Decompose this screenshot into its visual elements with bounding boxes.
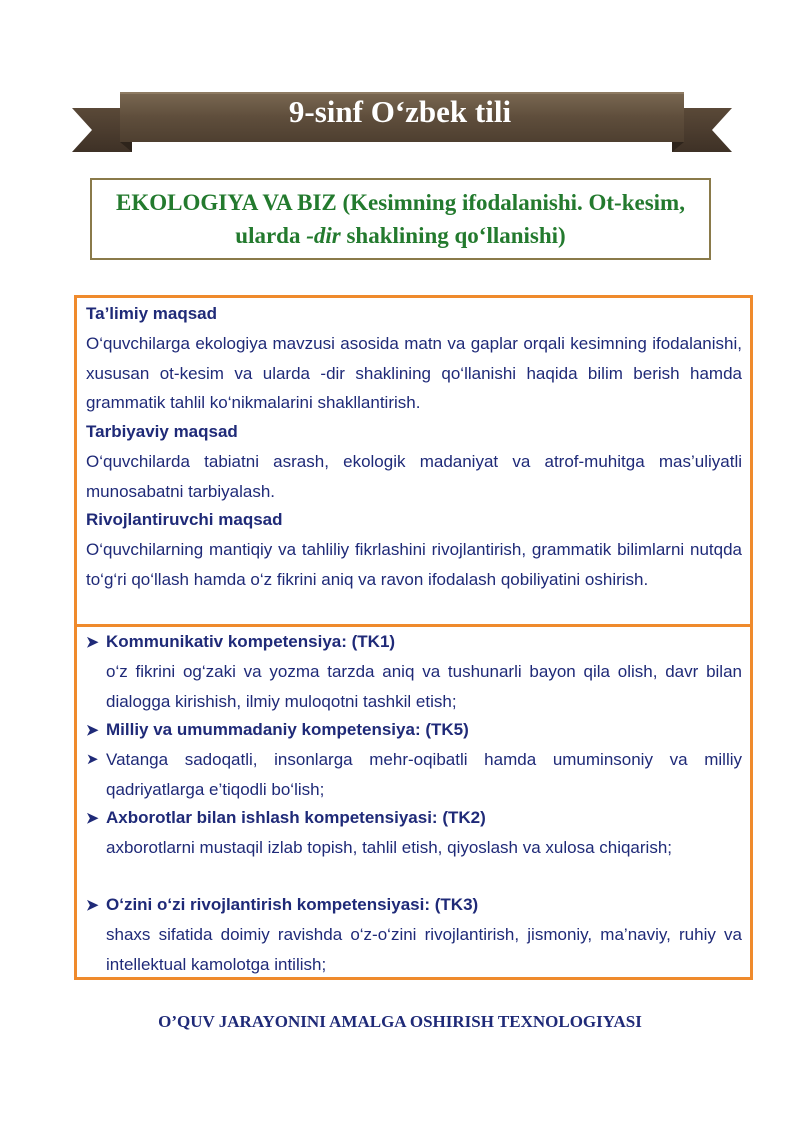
arrow-bullet-icon: ➤: [86, 634, 99, 651]
competence-text: Vatanga sadoqatli, insonlarga mehr-oqibatli hamda umuminsoniy va milliy qadriyatlarga e’tiqodli bo‘lish;: [106, 750, 742, 799]
arrow-bullet-icon: ➤: [86, 810, 99, 827]
topic-box: [90, 178, 711, 260]
arrow-bullet-icon: ➤: [86, 897, 99, 914]
competence-item: [86, 715, 742, 804]
competence-title: Kommunikativ kompetensiya: (TK1): [106, 632, 396, 651]
competence-item: [86, 627, 742, 716]
page-title: 9-sinf O‘zbek tili: [288, 94, 512, 129]
goal-upbringing: [86, 420, 742, 506]
competence-item: [86, 890, 742, 979]
arrow-bullet-icon: ➤: [86, 751, 99, 768]
goal-text: O‘quvchilarga ekologiya mavzusi asosida matn va gaplar orqali kesimning ifodalanishi, xususan ot-kesim va ularda -dir shaklining qo‘llanishi haqida bilim berish hamda grammatik tahlil ko‘nikmalarini shakllantirish.: [86, 334, 742, 412]
competence-title: O‘zini o‘zi rivojlantirish kompetensiyasi: (TK3): [106, 895, 479, 914]
competence-text: o‘z fikrini og‘zaki va yozma tarzda aniq va tushunarli bayon qila olish, davr bilan dialogga kirishish, ilmiy muloqotni tashkil etish;: [106, 662, 742, 711]
goal-educational: [86, 302, 742, 418]
goal-title: Ta’limiy maqsad: [86, 304, 218, 323]
topic-title-suffix: shaklining qo‘llanishi): [340, 223, 566, 248]
goal-title: Tarbiyaviy maqsad: [86, 422, 238, 441]
competence-text: shaxs sifatida doimiy ravishda o‘z-o‘zini rivojlantirish, jismoniy, ma’naviy, ruhiy va intellektual kamolotga intilish;: [106, 925, 742, 974]
goal-text: O‘quvchilarda tabiatni asrash, ekologik madaniyat va atrof-muhitga mas’uliyatli munosabatni tarbiyalash.: [86, 452, 742, 501]
competence-title: Axborotlar bilan ishlash kompetensiyasi: (TK2): [106, 808, 486, 827]
arrow-bullet-icon: ➤: [86, 722, 99, 739]
competence-title: Milliy va umummadaniy kompetensiya: (TK5): [106, 720, 469, 739]
goal-title: Rivojlantiruvchi maqsad: [86, 510, 283, 529]
goal-text: O‘quvchilarning mantiqiy va tahliliy fikrlashini rivojlantirish, grammatik bilimlarni nutqda to‘g‘ri qo‘llash hamda o‘z fikrini aniq va ravon ifodalash qobiliyatini oshirish.: [86, 540, 742, 589]
topic-title-prefix: EKOLOGIYA VA BIZ (Kesimning ifodalanishi. Ot-kesim, ularda: [116, 190, 685, 248]
competence-item: [86, 803, 742, 863]
competence-text: axborotlarni mustaqil izlab topish, tahlil etish, qiyoslash va xulosa chiqarish;: [106, 838, 673, 857]
goals-box: [74, 295, 753, 980]
section-heading: O’QUV JARAYONINI AMALGA OSHIRISH TEXNOLOGIYASI: [158, 1012, 642, 1031]
goal-developmental: [86, 508, 742, 594]
topic-title: [102, 186, 699, 252]
topic-title-italic: -dir: [306, 223, 341, 248]
